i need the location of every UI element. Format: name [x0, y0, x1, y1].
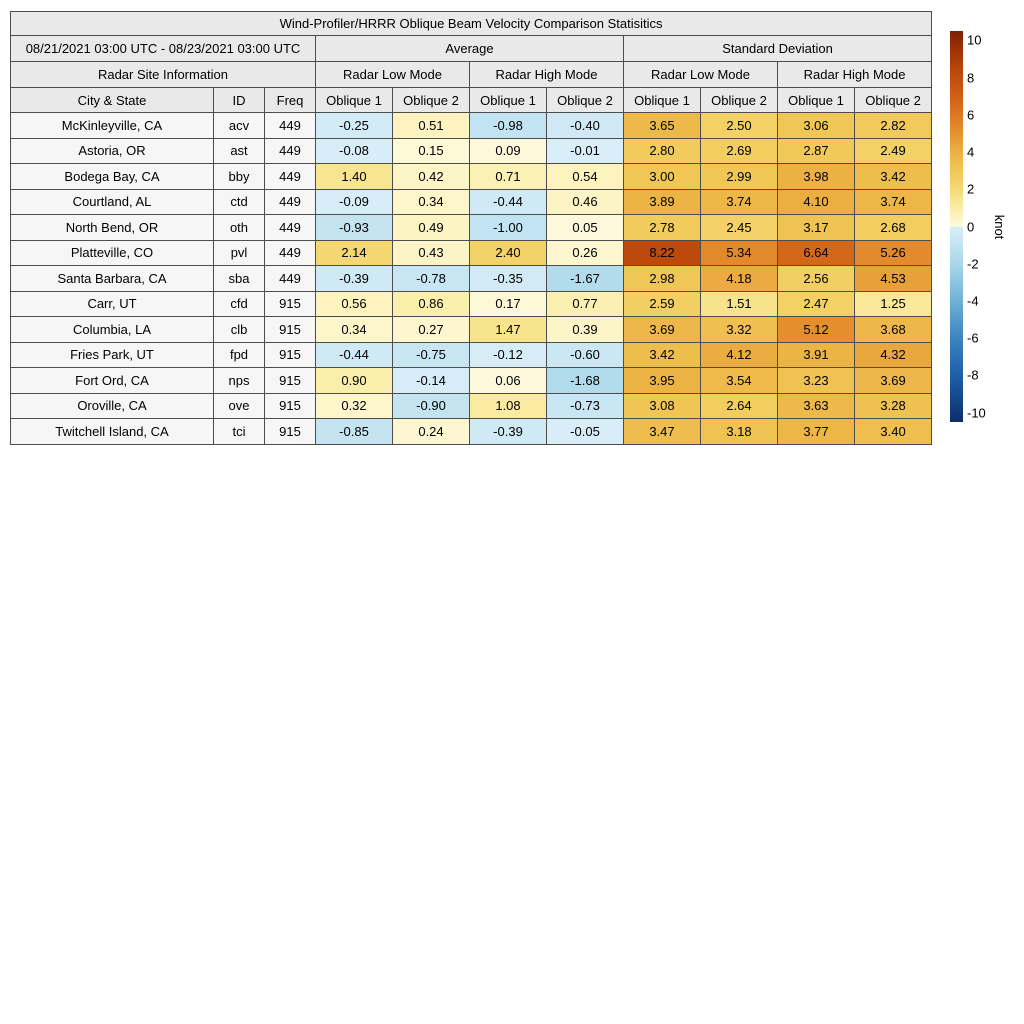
value-cell: 3.06: [778, 113, 855, 139]
date-range: 08/21/2021 03:00 UTC - 08/23/2021 03:00 UTC: [11, 36, 316, 62]
colorbar-tick-label: 10: [967, 32, 982, 48]
value-cell: -0.08: [316, 138, 393, 164]
value-cell: 5.34: [701, 240, 778, 266]
colorbar-tick-label: 2: [967, 181, 975, 197]
value-cell: 4.12: [701, 342, 778, 368]
cell-id: cfd: [214, 291, 265, 317]
value-cell: -1.00: [470, 215, 547, 241]
colorbar-tick-label: 0: [967, 219, 975, 234]
value-cell: -0.60: [547, 342, 624, 368]
value-cell: -0.44: [316, 342, 393, 368]
cell-freq: 449: [265, 266, 316, 292]
section-header-avg-high-mode: Radar High Mode: [470, 62, 624, 88]
value-cell: 5.26: [855, 240, 932, 266]
table-title: Wind-Profiler/HRRR Oblique Beam Velocity Comparison Statisitics: [11, 12, 932, 36]
cell-id: nps: [214, 368, 265, 394]
value-cell: -0.01: [547, 138, 624, 164]
value-cell: -0.40: [547, 113, 624, 139]
value-cell: 4.18: [701, 266, 778, 292]
value-cell: 3.69: [624, 317, 701, 343]
cell-id: bby: [214, 164, 265, 190]
value-cell: 3.77: [778, 419, 855, 445]
column-header-city: City & State: [11, 88, 214, 113]
value-cell: -0.73: [547, 393, 624, 419]
value-cell: 3.54: [701, 368, 778, 394]
value-cell: 2.80: [624, 138, 701, 164]
cell-freq: 915: [265, 419, 316, 445]
section-header-std-dev: Standard Deviation: [624, 36, 932, 62]
cell-id: acv: [214, 113, 265, 139]
value-cell: 0.24: [393, 419, 470, 445]
cell-city: Fort Ord, CA: [11, 368, 214, 394]
table-row: [11, 419, 932, 445]
value-cell: 0.54: [547, 164, 624, 190]
cell-freq: 449: [265, 138, 316, 164]
value-cell: 2.69: [701, 138, 778, 164]
value-cell: 2.99: [701, 164, 778, 190]
table-row: [11, 240, 932, 266]
value-cell: 6.64: [778, 240, 855, 266]
section-header-average: Average: [316, 36, 624, 62]
value-cell: 2.64: [701, 393, 778, 419]
cell-freq: 915: [265, 393, 316, 419]
cell-city: Fries Park, UT: [11, 342, 214, 368]
cell-city: Twitchell Island, CA: [11, 419, 214, 445]
value-cell: -0.12: [470, 342, 547, 368]
value-cell: 0.42: [393, 164, 470, 190]
table-row: [11, 113, 932, 139]
value-cell: 3.32: [701, 317, 778, 343]
value-cell: 4.10: [778, 189, 855, 215]
value-cell: 2.47: [778, 291, 855, 317]
value-cell: -0.25: [316, 113, 393, 139]
column-header-oblique1: Oblique 1: [624, 88, 701, 113]
value-cell: -0.75: [393, 342, 470, 368]
cell-city: Astoria, OR: [11, 138, 214, 164]
value-cell: 2.59: [624, 291, 701, 317]
value-cell: -0.09: [316, 189, 393, 215]
column-header-oblique2: Oblique 2: [393, 88, 470, 113]
cell-freq: 449: [265, 113, 316, 139]
column-header-oblique2: Oblique 2: [547, 88, 624, 113]
colorbar-gradient: [950, 31, 963, 422]
value-cell: 3.69: [855, 368, 932, 394]
value-cell: 0.90: [316, 368, 393, 394]
column-header-id: ID: [214, 88, 265, 113]
value-cell: 3.08: [624, 393, 701, 419]
value-cell: 0.34: [393, 189, 470, 215]
cell-freq: 915: [265, 342, 316, 368]
table-row: [11, 368, 932, 394]
colorbar-tick-label: -4: [967, 293, 979, 309]
value-cell: 4.53: [855, 266, 932, 292]
table-row: [11, 342, 932, 368]
value-cell: 0.17: [470, 291, 547, 317]
value-cell: 0.15: [393, 138, 470, 164]
cell-id: oth: [214, 215, 265, 241]
value-cell: 3.98: [778, 164, 855, 190]
value-cell: 2.45: [701, 215, 778, 241]
value-cell: 0.09: [470, 138, 547, 164]
cell-id: pvl: [214, 240, 265, 266]
value-cell: 2.82: [855, 113, 932, 139]
cell-id: fpd: [214, 342, 265, 368]
column-header-oblique1: Oblique 1: [470, 88, 547, 113]
cell-freq: 449: [265, 215, 316, 241]
value-cell: 0.06: [470, 368, 547, 394]
value-cell: -0.39: [316, 266, 393, 292]
value-cell: 0.77: [547, 291, 624, 317]
value-cell: 0.05: [547, 215, 624, 241]
value-cell: 3.40: [855, 419, 932, 445]
value-cell: 2.49: [855, 138, 932, 164]
value-cell: 0.34: [316, 317, 393, 343]
value-cell: -0.85: [316, 419, 393, 445]
cell-city: Platteville, CO: [11, 240, 214, 266]
value-cell: 3.18: [701, 419, 778, 445]
cell-city: Courtland, AL: [11, 189, 214, 215]
value-cell: 2.78: [624, 215, 701, 241]
colorbar-tick-label: 8: [967, 70, 975, 86]
value-cell: -0.90: [393, 393, 470, 419]
cell-id: ctd: [214, 189, 265, 215]
colorbar-tick-label: -6: [967, 330, 979, 346]
cell-id: ast: [214, 138, 265, 164]
column-header-oblique1: Oblique 1: [316, 88, 393, 113]
value-cell: 3.23: [778, 368, 855, 394]
value-cell: 1.08: [470, 393, 547, 419]
table-row: [11, 291, 932, 317]
column-header-oblique2: Oblique 2: [701, 88, 778, 113]
value-cell: 5.12: [778, 317, 855, 343]
value-cell: 3.74: [701, 189, 778, 215]
value-cell: 3.00: [624, 164, 701, 190]
value-cell: 2.68: [855, 215, 932, 241]
value-cell: 3.74: [855, 189, 932, 215]
value-cell: 3.42: [855, 164, 932, 190]
value-cell: 2.87: [778, 138, 855, 164]
colorbar-tick-label: -8: [967, 367, 979, 383]
table-row: [11, 266, 932, 292]
value-cell: -0.44: [470, 189, 547, 215]
value-cell: 3.95: [624, 368, 701, 394]
column-header-oblique1: Oblique 1: [778, 88, 855, 113]
cell-freq: 915: [265, 317, 316, 343]
cell-id: clb: [214, 317, 265, 343]
cell-freq: 915: [265, 291, 316, 317]
cell-id: sba: [214, 266, 265, 292]
value-cell: -1.67: [547, 266, 624, 292]
value-cell: 0.46: [547, 189, 624, 215]
colorbar-unit-label: knot: [992, 214, 1007, 240]
section-header-site-info: Radar Site Information: [11, 62, 316, 88]
value-cell: 3.17: [778, 215, 855, 241]
value-cell: 2.50: [701, 113, 778, 139]
cell-freq: 449: [265, 240, 316, 266]
section-header-std-high-mode: Radar High Mode: [778, 62, 932, 88]
value-cell: 0.39: [547, 317, 624, 343]
value-cell: 3.65: [624, 113, 701, 139]
value-cell: 3.91: [778, 342, 855, 368]
value-cell: 0.56: [316, 291, 393, 317]
value-cell: -0.93: [316, 215, 393, 241]
value-cell: 3.63: [778, 393, 855, 419]
table-row: [11, 215, 932, 241]
value-cell: 0.51: [393, 113, 470, 139]
column-header-oblique2: Oblique 2: [855, 88, 932, 113]
table-row: [11, 189, 932, 215]
column-header-freq: Freq: [265, 88, 316, 113]
colorbar-tick-label: 6: [967, 107, 975, 123]
table-row: [11, 393, 932, 419]
colorbar-tick-label: 4: [967, 144, 975, 160]
cell-freq: 449: [265, 189, 316, 215]
stats-table: [10, 11, 932, 445]
value-cell: 3.47: [624, 419, 701, 445]
value-cell: 1.51: [701, 291, 778, 317]
value-cell: -0.78: [393, 266, 470, 292]
value-cell: -0.05: [547, 419, 624, 445]
value-cell: 3.89: [624, 189, 701, 215]
value-cell: 0.32: [316, 393, 393, 419]
value-cell: 2.98: [624, 266, 701, 292]
value-cell: 0.26: [547, 240, 624, 266]
value-cell: 1.47: [470, 317, 547, 343]
value-cell: -0.98: [470, 113, 547, 139]
value-cell: -1.68: [547, 368, 624, 394]
value-cell: -0.39: [470, 419, 547, 445]
table-row: [11, 138, 932, 164]
colorbar-tick-label: -2: [967, 256, 979, 272]
value-cell: 2.56: [778, 266, 855, 292]
table-row: [11, 317, 932, 343]
cell-city: North Bend, OR: [11, 215, 214, 241]
cell-freq: 449: [265, 164, 316, 190]
section-header-std-low-mode: Radar Low Mode: [624, 62, 778, 88]
section-header-avg-low-mode: Radar Low Mode: [316, 62, 470, 88]
value-cell: 1.40: [316, 164, 393, 190]
cell-city: Columbia, LA: [11, 317, 214, 343]
cell-city: Oroville, CA: [11, 393, 214, 419]
value-cell: 3.28: [855, 393, 932, 419]
value-cell: 8.22: [624, 240, 701, 266]
value-cell: -0.35: [470, 266, 547, 292]
value-cell: 1.25: [855, 291, 932, 317]
value-cell: 2.14: [316, 240, 393, 266]
cell-id: tci: [214, 419, 265, 445]
value-cell: 4.32: [855, 342, 932, 368]
cell-city: Bodega Bay, CA: [11, 164, 214, 190]
value-cell: 0.43: [393, 240, 470, 266]
value-cell: 0.86: [393, 291, 470, 317]
value-cell: 3.42: [624, 342, 701, 368]
cell-city: McKinleyville, CA: [11, 113, 214, 139]
value-cell: -0.14: [393, 368, 470, 394]
value-cell: 0.71: [470, 164, 547, 190]
colorbar-tick-label: -10: [967, 405, 986, 421]
cell-freq: 915: [265, 368, 316, 394]
value-cell: 3.68: [855, 317, 932, 343]
cell-id: ove: [214, 393, 265, 419]
value-cell: 0.49: [393, 215, 470, 241]
table-row: [11, 164, 932, 190]
value-cell: 2.40: [470, 240, 547, 266]
value-cell: 0.27: [393, 317, 470, 343]
cell-city: Carr, UT: [11, 291, 214, 317]
cell-city: Santa Barbara, CA: [11, 266, 214, 292]
